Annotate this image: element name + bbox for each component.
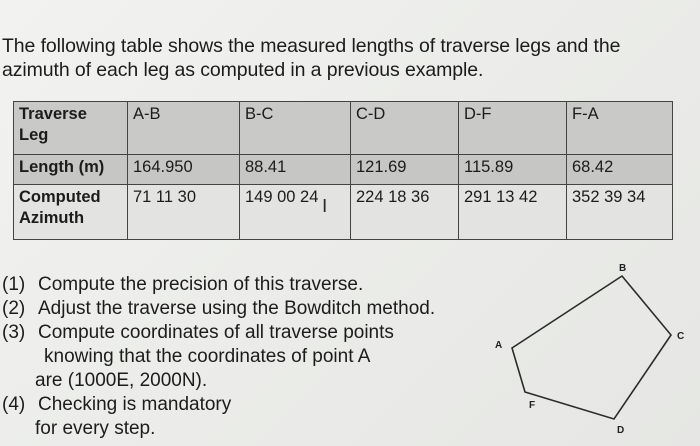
length-a-b: 164.950	[128, 155, 240, 185]
question-list	[2, 273, 482, 441]
azimuth-c-d: 224 18 36	[351, 185, 459, 240]
leg-c-d: C-D	[351, 102, 459, 155]
question-3: (3) Compute coordinates of all traverse points knowing that the coordinates of point A are (1000E, 2000N).	[2, 322, 394, 391]
leg-b-c: B-C	[240, 102, 351, 155]
question-4: (4) Checking is mandatory for every step.	[2, 394, 232, 439]
text-cursor-icon: I	[322, 196, 328, 217]
azimuth-label: Computed Azimuth	[14, 185, 128, 240]
intro-line-1: The following table shows the measured lengths of traverse legs and the	[2, 35, 621, 57]
table-row-length	[14, 155, 673, 185]
point-label-c: C	[677, 331, 685, 342]
question-2: (2) Adjust the traverse using the Bowditch method.	[2, 298, 436, 319]
point-label-a: A	[495, 340, 503, 351]
question-1: (1) Compute the precision of this traverse.	[2, 274, 364, 295]
length-d-f: 115.89	[459, 155, 567, 185]
leg-a-b: A-B	[128, 102, 240, 155]
length-c-d: 121.69	[351, 155, 459, 185]
leg-f-a: F-A	[567, 102, 673, 155]
traverse-leg-label: Traverse Leg	[14, 102, 128, 155]
intro-line-2: azimuth of each leg as computed in a previous example.	[2, 59, 484, 81]
point-label-d: D	[617, 425, 625, 436]
azimuth-f-a: 352 39 34	[567, 185, 673, 240]
length-f-a: 68.42	[567, 155, 673, 185]
point-label-f: F	[529, 400, 536, 411]
length-label: Length (m)	[14, 155, 128, 185]
table-row-header	[14, 102, 673, 155]
traverse-polygon	[512, 276, 671, 419]
azimuth-a-b: 71 11 30	[128, 185, 240, 240]
azimuth-d-f: 291 13 42	[459, 185, 567, 240]
azimuth-b-c: 149 00 24	[240, 185, 351, 240]
traverse-table	[13, 101, 673, 240]
point-label-b: B	[619, 263, 627, 274]
intro-paragraph	[2, 34, 692, 82]
table-row-azimuth	[14, 185, 673, 240]
length-b-c: 88.41	[240, 155, 351, 185]
leg-d-f: D-F	[459, 102, 567, 155]
traverse-table-container	[13, 101, 672, 236]
